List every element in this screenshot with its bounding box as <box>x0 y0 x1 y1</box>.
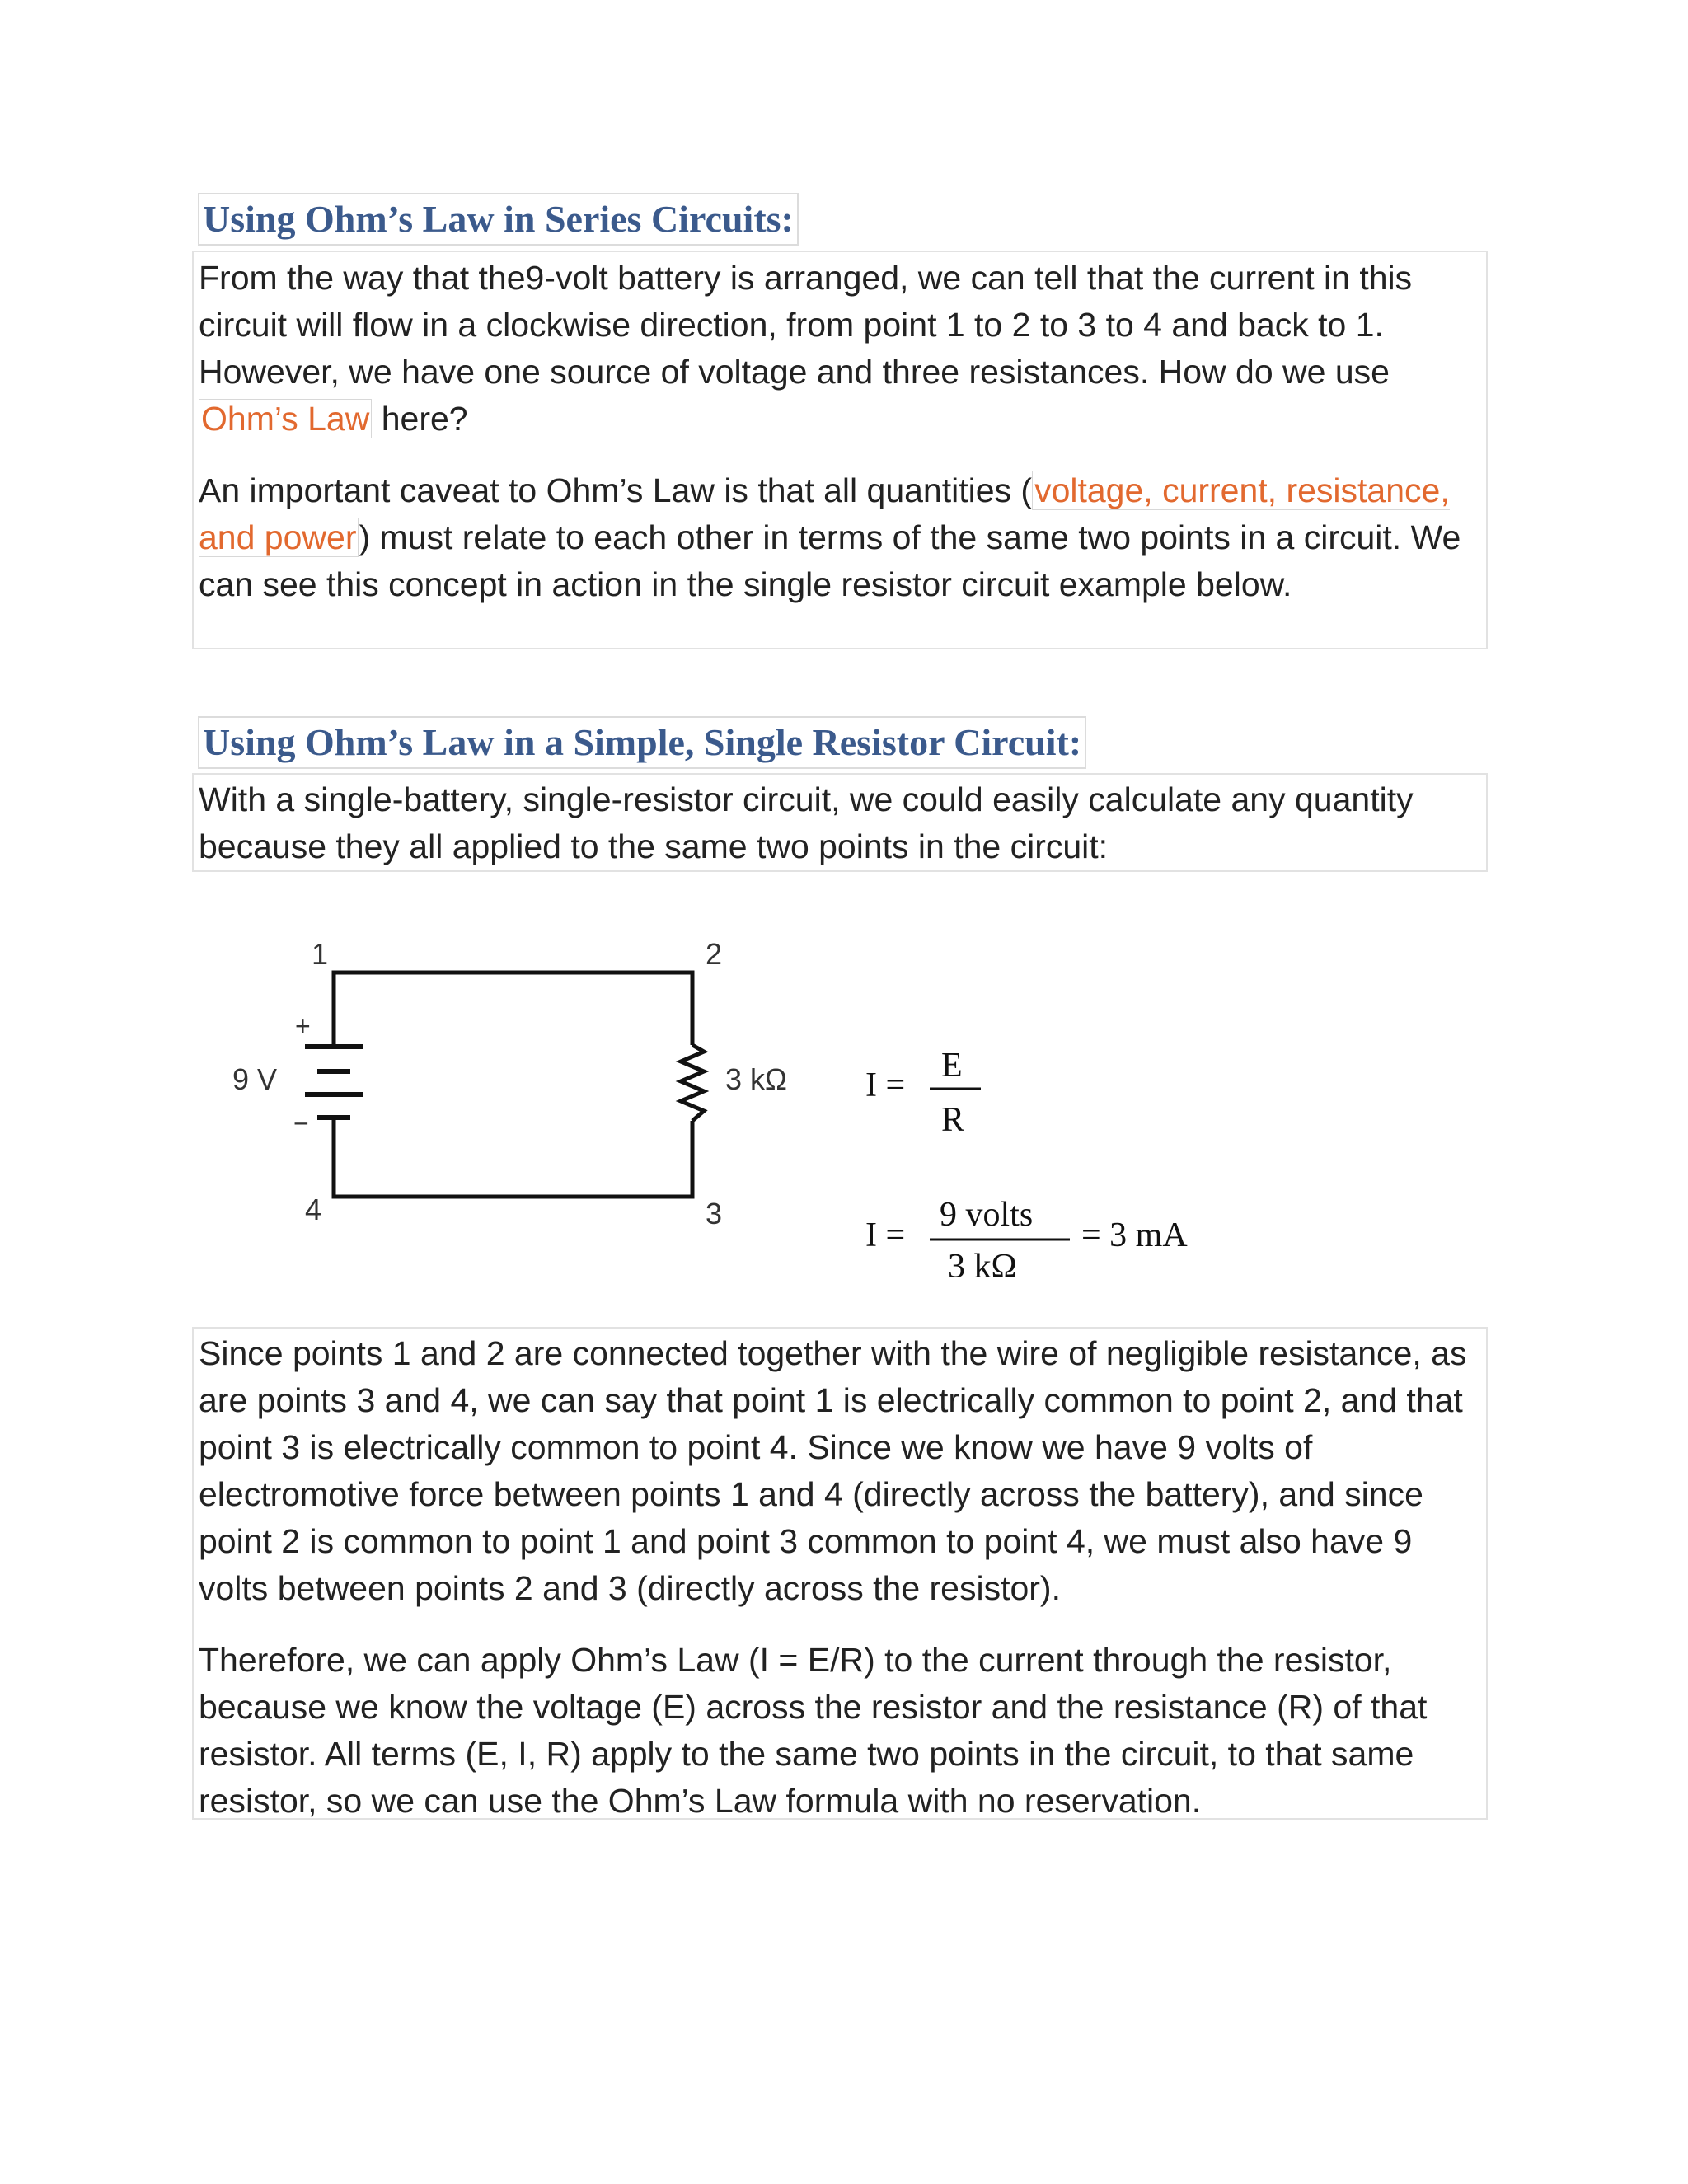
text-segment: From the way that the9-volt battery is arranged, we can tell that the current in this circuit will flow in a clockwise direction, from point 1 to 2 to 3 to 4 and back to 1. However, we have one source of voltage and three resistances. How do we use <box>199 259 1413 391</box>
text-segment: An important caveat to Ohm’s Law is that all quantities ( <box>199 471 1033 509</box>
point-3-label: 3 <box>706 1197 723 1230</box>
point-2-label: 2 <box>706 940 723 971</box>
text-segment: ) must relate to each other in terms of the same two points in a circuit. We can see this concept in action in the single resistor circuit example below. <box>199 518 1461 603</box>
resistor-symbol <box>681 1045 704 1121</box>
battery-voltage-label: 9 V <box>232 1062 278 1096</box>
section-heading-series: Using Ohm’s Law in Series Circuits: <box>198 193 799 246</box>
paragraph-series-intro <box>199 255 1481 443</box>
minus-sign: − <box>293 1108 309 1138</box>
paragraph-single-resistor: With a single-battery, single-resistor circuit, we could easily calculate any quantity because they all applied to the same two points in the circuit: <box>199 780 1414 865</box>
point-4-label: 4 <box>305 1193 322 1226</box>
explanation-text-box <box>192 1327 1488 1820</box>
point-1-label: 1 <box>312 940 329 971</box>
series-text-box <box>192 251 1488 649</box>
section-heading-single-resistor: Using Ohm’s Law in a Simple, Single Resistor Circuit: <box>198 716 1086 769</box>
wire-bottom <box>334 1121 692 1197</box>
paragraph-caveat <box>199 467 1481 608</box>
wire-top <box>334 972 692 1045</box>
formula-denominator-r: R <box>941 1101 965 1139</box>
formula-result: = 3 mA <box>1081 1216 1188 1254</box>
formula-lhs-general: I = <box>865 1066 906 1104</box>
circuit-diagram <box>214 940 857 1236</box>
formula-lhs-numeric: I = <box>865 1216 906 1254</box>
formula-numerator-e: E <box>941 1047 963 1085</box>
ohms-law-link[interactable]: Ohm’s Law <box>199 399 372 438</box>
plus-sign: + <box>295 1011 311 1041</box>
formula-numerator-volts: 9 volts <box>940 1196 1034 1234</box>
ohms-law-formula <box>849 1030 1278 1277</box>
formula-denominator-kohm: 3 kΩ <box>948 1248 1017 1277</box>
quantities-link[interactable]: voltage, current, resistance, and power <box>199 471 1450 556</box>
text-segment: here? <box>372 400 468 438</box>
resistor-value-label: 3 kΩ <box>725 1062 787 1096</box>
paragraph-common-points: Since points 1 and 2 are connected together with the wire of negligible resistance, as are points 3 and 4, we can say that point 1 is electrically common to point 2, and that point 3 is electrically common to point 4. Since we know we have 9 volts of electromotive force between points 1 and 4 (directly across the battery), and since point 2 is common to point 1 and point 3 common to point 4, we must also have 9 volts between points 2 and 3 (directly across the resistor). <box>199 1334 1467 1607</box>
battery-symbol <box>305 1047 363 1136</box>
single-resistor-text-box <box>192 773 1488 872</box>
paragraph-apply-ohms-law: Therefore, we can apply Ohm’s Law (I = E/R) to the current through the resistor, because we know the voltage (E) across the resistor and the resistance (R) of that resistor. All terms (E, I, R) apply to the same two points in the circuit, to that same resistor, so we can use the Ohm’s Law formula with no reservation. <box>199 1641 1428 1820</box>
